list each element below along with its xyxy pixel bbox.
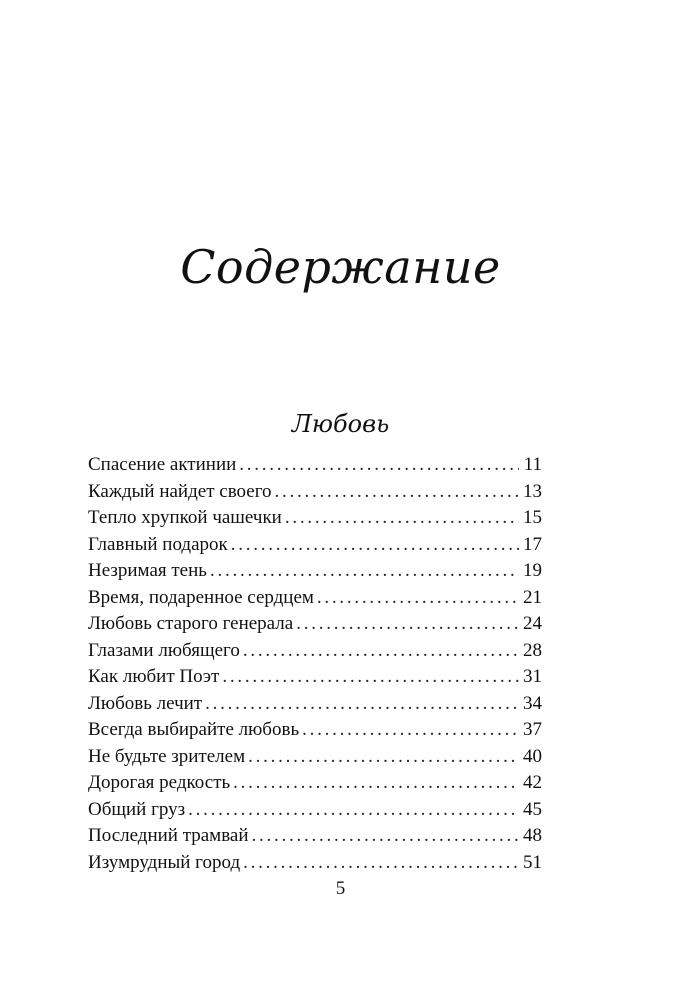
toc-entry[interactable]: [88, 611, 542, 638]
toc-entry[interactable]: [88, 479, 542, 506]
toc-entry-page: 13: [523, 480, 542, 502]
toc-entry-page: 19: [523, 560, 542, 581]
toc-entry-page: 11: [523, 454, 542, 475]
toc-leader-dots: [296, 611, 519, 638]
toc-entry[interactable]: [88, 505, 542, 532]
toc-entry-title: Общий груз: [88, 798, 186, 820]
toc-entry-page: 40: [523, 745, 542, 767]
toc-entry-page: 17: [523, 533, 542, 555]
toc-entry-title: Любовь лечит: [88, 692, 203, 714]
toc-entry-title: Любовь старого генерала: [88, 613, 294, 634]
toc-entry-title: Главный подарок: [88, 533, 228, 555]
toc-leader-dots: [248, 744, 519, 771]
toc-entry-title: Время, подаренное сердцем: [88, 586, 314, 608]
toc-entry-title: Тепло хрупкой чашечки: [88, 507, 282, 528]
toc-entry-title: Дорогая редкость: [88, 772, 231, 793]
toc-entry-title: Изумрудный город: [88, 851, 241, 873]
toc-entry-title: Всегда выбирайте любовь: [88, 719, 300, 740]
toc-entry[interactable]: [88, 558, 542, 585]
toc-leader-dots: [222, 664, 519, 691]
toc-leader-dots: [243, 850, 519, 877]
toc-entry-page: 51: [523, 851, 542, 873]
toc-entry[interactable]: [88, 823, 542, 850]
table-of-contents: [88, 452, 542, 876]
toc-entry[interactable]: [88, 585, 542, 612]
toc-leader-dots: [233, 770, 519, 797]
toc-entry[interactable]: [88, 452, 542, 479]
toc-entry-title: Глазами любящего: [88, 639, 240, 661]
toc-leader-dots: [205, 691, 519, 718]
toc-entry[interactable]: [88, 532, 542, 559]
toc-leader-dots: [317, 585, 519, 612]
toc-entry-page: 24: [523, 613, 542, 634]
toc-entry-page: 21: [523, 586, 542, 608]
toc-entry[interactable]: [88, 797, 542, 824]
toc-entry[interactable]: [88, 744, 542, 771]
toc-leader-dots: [210, 558, 519, 585]
toc-leader-dots: [302, 717, 519, 744]
toc-entry-page: 15: [523, 507, 542, 528]
toc-leader-dots: [243, 638, 519, 665]
toc-entry-page: 45: [523, 798, 542, 820]
toc-entry[interactable]: [88, 638, 542, 665]
toc-leader-dots: [231, 532, 519, 559]
toc-entry-page: 37: [523, 719, 542, 740]
toc-entry-title: Последний трамвай: [88, 825, 249, 846]
toc-entry-page: 34: [523, 692, 542, 714]
toc-entry[interactable]: [88, 850, 542, 877]
toc-leader-dots: [275, 479, 519, 506]
toc-entry[interactable]: [88, 691, 542, 718]
toc-leader-dots: [239, 452, 519, 479]
section-title: Любовь: [291, 410, 390, 438]
toc-entry-title: Каждый найдет своего: [88, 480, 272, 502]
toc-entry-page: 31: [523, 666, 542, 687]
page-number: 5: [335, 878, 346, 899]
toc-entry-page: 28: [523, 639, 542, 661]
toc-leader-dots: [188, 797, 519, 824]
toc-entry[interactable]: [88, 770, 542, 797]
toc-entry-title: Незримая тень: [88, 560, 207, 581]
toc-entry[interactable]: [88, 664, 542, 691]
toc-leader-dots: [285, 505, 519, 532]
toc-entry-page: 42: [523, 772, 542, 793]
page-title: Содержание: [180, 240, 501, 294]
toc-leader-dots: [252, 823, 519, 850]
toc-entry-title: Спасение актинии: [88, 454, 237, 475]
toc-entry-title: Как любит Поэт: [88, 666, 220, 687]
toc-entry-title: Не будьте зрителем: [88, 745, 246, 767]
toc-entry[interactable]: [88, 717, 542, 744]
toc-entry-page: 48: [523, 825, 542, 846]
